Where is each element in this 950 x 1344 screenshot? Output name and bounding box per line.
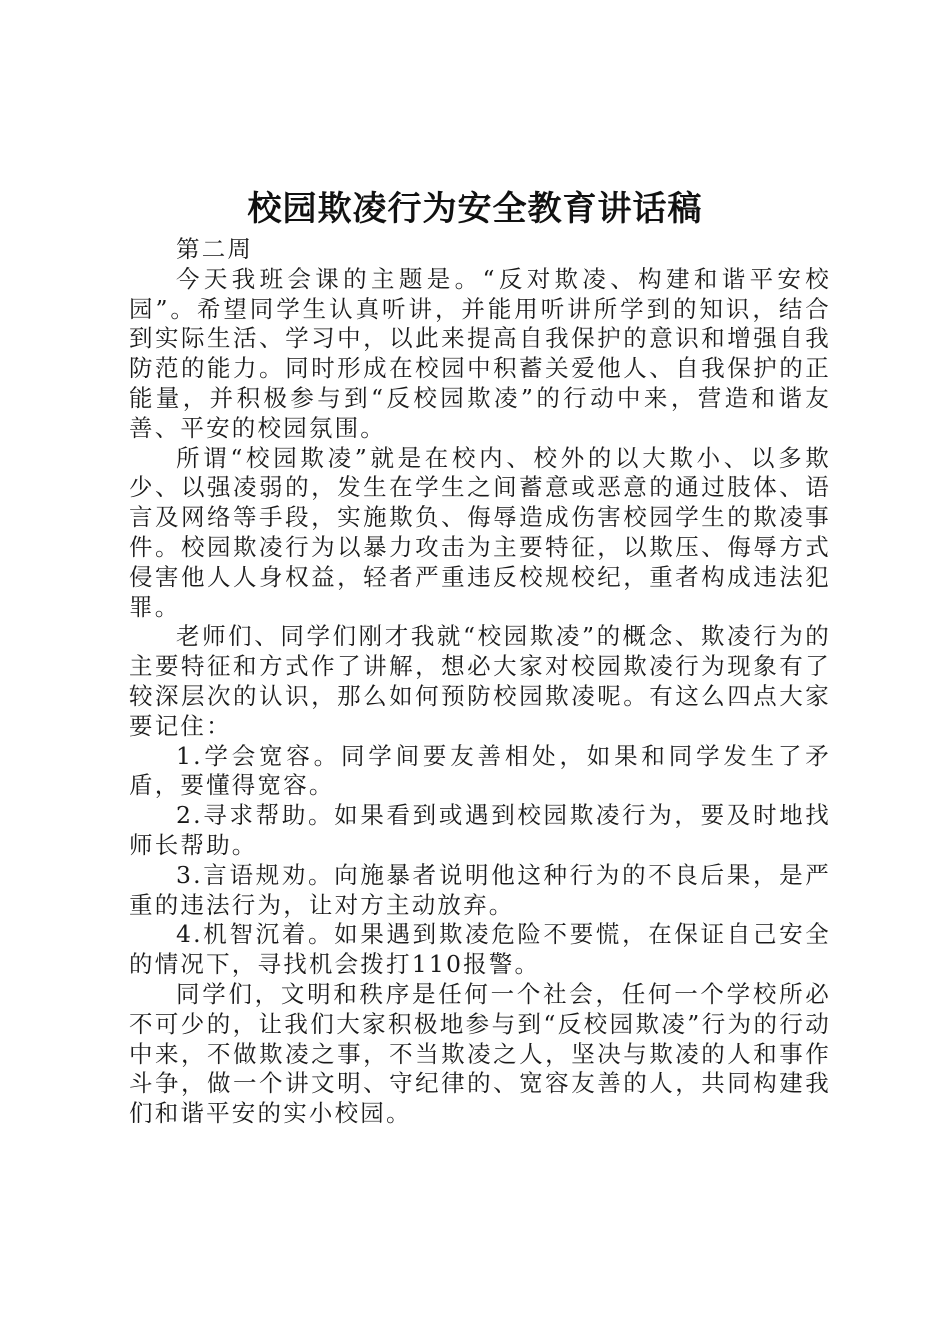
paragraph-prevention: 老师们、同学们刚才我就“校园欺凌”的概念、欺凌行为的主要特征和方式作了讲解，想必大家对校园欺凌行为现象有了较深层次的认识，那么如何预防校园欺凌呢。有这么四点大家要记住： bbox=[129, 622, 831, 740]
list-item: 4.机智沉着。如果遇到欺凌危险不要慌，在保证自己安全的情况下，寻找机会拨打110报警。 bbox=[129, 920, 831, 979]
list-item: 1.学会宽容。同学间要友善相处，如果和同学发生了矛盾，要懂得宽容。 bbox=[129, 741, 831, 800]
paragraph-closing: 同学们，文明和秩序是任何一个社会，任何一个学校所必不可少的，让我们大家积极地参与到“反校园欺凌”行为的行动中来，不做欺凌之事，不当欺凌之人，坚决与欺凌的人和事作斗争，做一个讲文明、守纪律的、宽容友善的人，共同构建我们和谐平安的实小校园。 bbox=[129, 979, 831, 1128]
paragraph-intro: 今天我班会课的主题是。“反对欺凌、构建和谐平安校园”。希望同学生认真听讲，并能用听讲所学到的知识，结合到实际生活、学习中，以此来提高自我保护的意识和增强自我防范的能力。同时形成在校园中积蓄关爱他人、自我保护的正能量，并积极参与到“反校园欺凌”的行动中来，营造和谐友善、平安的校园氛围。 bbox=[129, 264, 831, 442]
paragraph-definition: 所谓“校园欺凌”就是在校内、校外的以大欺小、以多欺少、以强凌弱的，发生在学生之间蓄意或恶意的通过肢体、语言及网络等手段，实施欺负、侮辱造成伤害校园学生的欺凌事件。校园欺凌行为以暴力攻击为主要特征，以欺压、侮辱方式侵害他人人身权益，轻者严重违反校规校纪，重者构成违法犯罪。 bbox=[129, 443, 831, 621]
week-label: 第二周 bbox=[176, 235, 254, 263]
document-body bbox=[129, 235, 831, 1129]
list-item: 2.寻求帮助。如果看到或遇到校园欺凌行为，要及时地找师长帮助。 bbox=[129, 801, 831, 859]
list-item: 3.言语规劝。向施暴者说明他这种行为的不良后果，是严重的违法行为，让对方主动放弃。 bbox=[129, 860, 831, 919]
document-title: 校园欺凌行为安全教育讲话稿 bbox=[247, 189, 703, 229]
